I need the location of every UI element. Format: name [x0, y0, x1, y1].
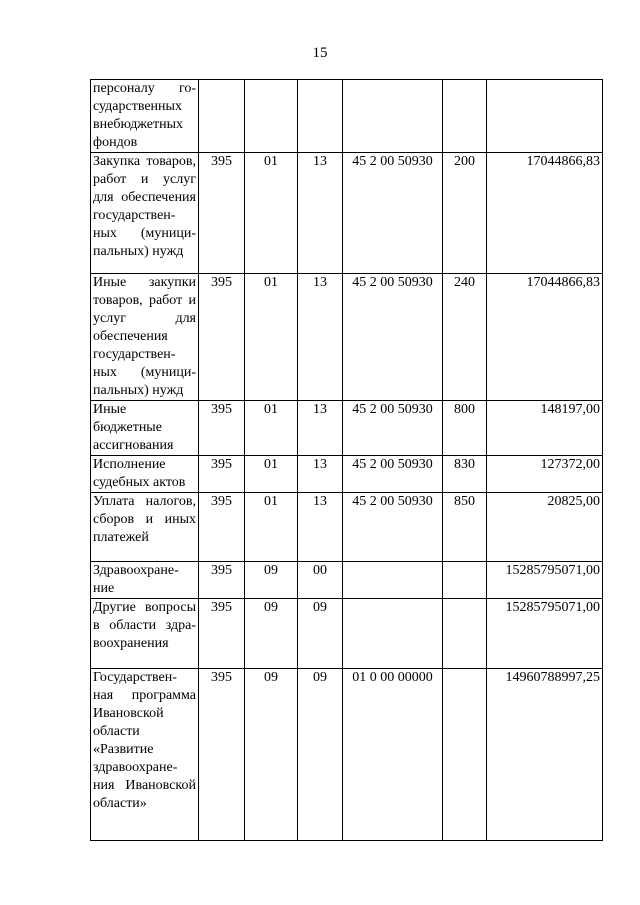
pr-cell [298, 80, 343, 153]
table-row [91, 401, 603, 456]
gr-cell: 395 [199, 493, 245, 562]
page-number: 15 [312, 45, 328, 61]
table-row [91, 80, 603, 153]
row-name-cell: персоналу го-сударственных внебюджетных фондов [91, 80, 199, 153]
table-row [91, 599, 603, 669]
sum-cell: 127372,00 [487, 456, 603, 493]
pr-cell: 13 [298, 493, 343, 562]
vr-cell: 240 [443, 274, 487, 401]
table-row [91, 669, 603, 841]
pr-cell: 13 [298, 401, 343, 456]
row-name-cell: Исполнение судебных актов [91, 456, 199, 493]
row-name-cell: Иные закупки товаров, работ и услуг для обеспечения государствен-ных (муници-пальных) нужд [91, 274, 199, 401]
rz-cell: 01 [245, 456, 298, 493]
csr-cell [343, 599, 443, 669]
sum-cell [487, 80, 603, 153]
sum-cell: 17044866,83 [487, 153, 603, 274]
row-name-cell: Уплата налогов, сборов и иных платежей [91, 493, 199, 562]
gr-cell: 395 [199, 401, 245, 456]
rz-cell: 09 [245, 669, 298, 841]
sum-cell: 14960788997,25 [487, 669, 603, 841]
sum-cell: 15285795071,00 [487, 599, 603, 669]
gr-cell: 395 [199, 274, 245, 401]
vr-cell [443, 599, 487, 669]
csr-cell: 45 2 00 50930 [343, 153, 443, 274]
table-row [91, 456, 603, 493]
pr-cell: 09 [298, 669, 343, 841]
csr-cell [343, 80, 443, 153]
row-name-cell: Другие вопросы в области здра-воохранения [91, 599, 199, 669]
vr-cell: 800 [443, 401, 487, 456]
row-name-cell: Закупка товаров, работ и услуг для обеспечения государствен-ных (муници-пальных) нужд [91, 153, 199, 274]
pr-cell: 13 [298, 456, 343, 493]
rz-cell: 01 [245, 493, 298, 562]
csr-cell: 45 2 00 50930 [343, 493, 443, 562]
vr-cell [443, 80, 487, 153]
rz-cell: 01 [245, 401, 298, 456]
rz-cell: 01 [245, 153, 298, 274]
budget-table [90, 79, 603, 841]
pr-cell: 00 [298, 562, 343, 599]
sum-cell: 15285795071,00 [487, 562, 603, 599]
row-name-cell: Государствен-ная программа Ивановской области «Развитие здравоохране-ния Ивановской области» [91, 669, 199, 841]
rz-cell: 09 [245, 562, 298, 599]
vr-cell: 200 [443, 153, 487, 274]
table-row [91, 562, 603, 599]
csr-cell: 01 0 00 00000 [343, 669, 443, 841]
pr-cell: 09 [298, 599, 343, 669]
pr-cell: 13 [298, 153, 343, 274]
sum-cell: 17044866,83 [487, 274, 603, 401]
vr-cell: 850 [443, 493, 487, 562]
gr-cell: 395 [199, 153, 245, 274]
csr-cell: 45 2 00 50930 [343, 274, 443, 401]
csr-cell: 45 2 00 50930 [343, 456, 443, 493]
rz-cell [245, 80, 298, 153]
rz-cell: 09 [245, 599, 298, 669]
gr-cell [199, 80, 245, 153]
gr-cell: 395 [199, 562, 245, 599]
row-name-cell: Здравоохране-ние [91, 562, 199, 599]
rz-cell: 01 [245, 274, 298, 401]
csr-cell [343, 562, 443, 599]
vr-cell [443, 562, 487, 599]
gr-cell: 395 [199, 456, 245, 493]
vr-cell: 830 [443, 456, 487, 493]
row-name-cell: Иные бюджетные ассигнования [91, 401, 199, 456]
sum-cell: 148197,00 [487, 401, 603, 456]
vr-cell [443, 669, 487, 841]
pr-cell: 13 [298, 274, 343, 401]
table-row [91, 274, 603, 401]
csr-cell: 45 2 00 50930 [343, 401, 443, 456]
gr-cell: 395 [199, 599, 245, 669]
sum-cell: 20825,00 [487, 493, 603, 562]
gr-cell: 395 [199, 669, 245, 841]
table-row [91, 493, 603, 562]
table-row [91, 153, 603, 274]
